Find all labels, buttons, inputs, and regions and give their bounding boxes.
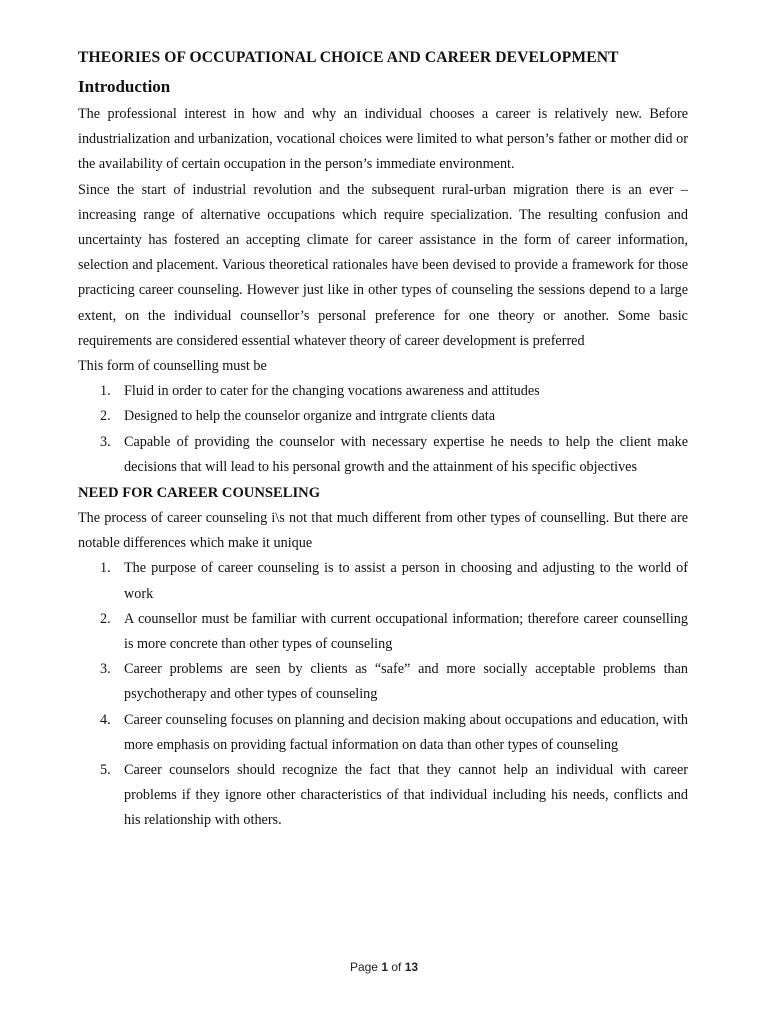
paragraph-history: The professional interest in how and why an individual chooses a career is relatively new. Before industrialization and urbanization, vocational choices were limited to what person’s father or mother did or the availability of certain occupation in the person’s immediate environment. bbox=[78, 106, 688, 173]
list-item-text: Career problems are seen by clients as “safe” and more socially acceptable problems than psychotherapy and other types of counseling bbox=[124, 661, 688, 703]
list-item-text: Designed to help the counselor organize and intrgrate clients data bbox=[124, 408, 495, 425]
need-heading: NEED FOR CAREER COUNSELING bbox=[78, 485, 321, 502]
list-item bbox=[78, 556, 688, 606]
paragraph-industrial-revolution: Since the start of industrial revolution and the subsequent rural-urban migration there is an ever – increasing range of alternative occupations which require specialization. The resulting confusion and uncertainty has fostered an accepting climate for career assistance in the form of career information, selection and placement. Various theoretical rationales have been devised to provide a framework for those practicing career counseling. However just like in other types of counseling the sessions depend to a large extent, on the individual counsellor’s personal preference for one theory or another. Some basic requirements are considered essential whatever theory of career development is preferred bbox=[78, 181, 688, 349]
footer-of-word: of bbox=[391, 960, 402, 974]
document-title: THEORIES OF OCCUPATIONAL CHOICE AND CAREER DEVELOPMENT bbox=[78, 49, 619, 66]
list-item-number: 4. bbox=[100, 711, 111, 728]
list-item-text: Career counselors should recognize the fact that they cannot help an individual with career problems if they ignore other characteristics of that individual including his needs, conflicts and his relationship with others. bbox=[124, 762, 688, 829]
page-footer bbox=[0, 960, 768, 974]
differences-list bbox=[78, 556, 688, 833]
list-item-number: 1. bbox=[100, 560, 111, 577]
document-body bbox=[78, 44, 688, 834]
list-item-number: 1. bbox=[100, 383, 111, 400]
list-item bbox=[78, 657, 688, 707]
list-item-text: A counsellor must be familiar with current occupational information; therefore career counselling is more concrete than other types of counseling bbox=[124, 610, 688, 653]
list-item-number: 2. bbox=[100, 408, 111, 425]
list-item-number: 5. bbox=[100, 762, 111, 779]
footer-page-word: Page bbox=[349, 960, 378, 974]
introduction-heading: Introduction bbox=[78, 77, 171, 96]
list-item-number: 2. bbox=[100, 610, 111, 627]
list-item bbox=[78, 404, 688, 429]
list-item bbox=[78, 379, 688, 404]
list-item-number: 3. bbox=[100, 433, 111, 450]
requirements-list bbox=[78, 379, 688, 480]
list-item bbox=[78, 708, 688, 758]
list-item bbox=[78, 607, 688, 657]
list-item-text: Career counseling focuses on planning and decision making about occupations and education, with more emphasis on providing factual information on data than other types of counseling bbox=[124, 711, 688, 753]
list-item bbox=[78, 430, 688, 480]
list-item-text: Capable of providing the counselor with necessary expertise he needs to help the client make decisions that will lead to his personal growth and the attainment of his specific objectives bbox=[124, 433, 688, 475]
list-item-number: 3. bbox=[100, 661, 111, 678]
footer-total-pages: 13 bbox=[404, 960, 419, 974]
list-item bbox=[78, 758, 688, 834]
list-item-text: Fluid in order to cater for the changing vocations awareness and attitudes bbox=[124, 383, 540, 400]
paragraph-counselling-must-be: This form of counselling must be bbox=[78, 358, 267, 375]
paragraph-process: The process of career counseling i\s not that much different from other types of counselling. But there are notable differences which make it unique bbox=[78, 510, 688, 552]
footer-current-page: 1 bbox=[381, 960, 388, 974]
list-item-text: The purpose of career counseling is to assist a person in choosing and adjusting to the world of work bbox=[124, 560, 688, 602]
